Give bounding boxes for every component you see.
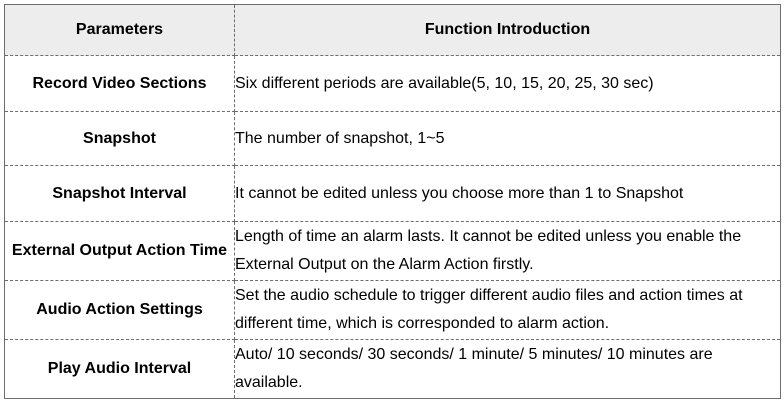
parameter-name: External Output Action Time <box>5 222 235 281</box>
table-header-row <box>5 5 781 56</box>
parameter-name: Audio Action Settings <box>5 281 235 340</box>
header-function-introduction: Function Introduction <box>235 5 781 56</box>
parameter-description: The number of snapshot, 1~5 <box>235 112 781 166</box>
parameter-description: Auto/ 10 seconds/ 30 seconds/ 1 minute/ 5 minutes/ 10 minutes are available. <box>235 340 781 399</box>
table-row <box>5 166 781 222</box>
parameter-name: Snapshot <box>5 112 235 166</box>
parameter-description: Six different periods are available(5, 10, 15, 20, 25, 30 sec) <box>235 56 781 112</box>
table-row <box>5 281 781 340</box>
table-row <box>5 112 781 166</box>
parameter-name: Snapshot Interval <box>5 166 235 222</box>
parameter-name: Play Audio Interval <box>5 340 235 399</box>
parameter-name: Record Video Sections <box>5 56 235 112</box>
parameter-description: Set the audio schedule to trigger different audio files and action times at different time, which is corresponded to alarm action. <box>235 281 781 340</box>
table-row <box>5 222 781 281</box>
parameters-table <box>4 4 781 399</box>
parameter-description: It cannot be edited unless you choose more than 1 to Snapshot <box>235 166 781 222</box>
parameter-description: Length of time an alarm lasts. It cannot be edited unless you enable the External Output on the Alarm Action firstly. <box>235 222 781 281</box>
header-parameters: Parameters <box>5 5 235 56</box>
table-row <box>5 340 781 399</box>
table-row <box>5 56 781 112</box>
